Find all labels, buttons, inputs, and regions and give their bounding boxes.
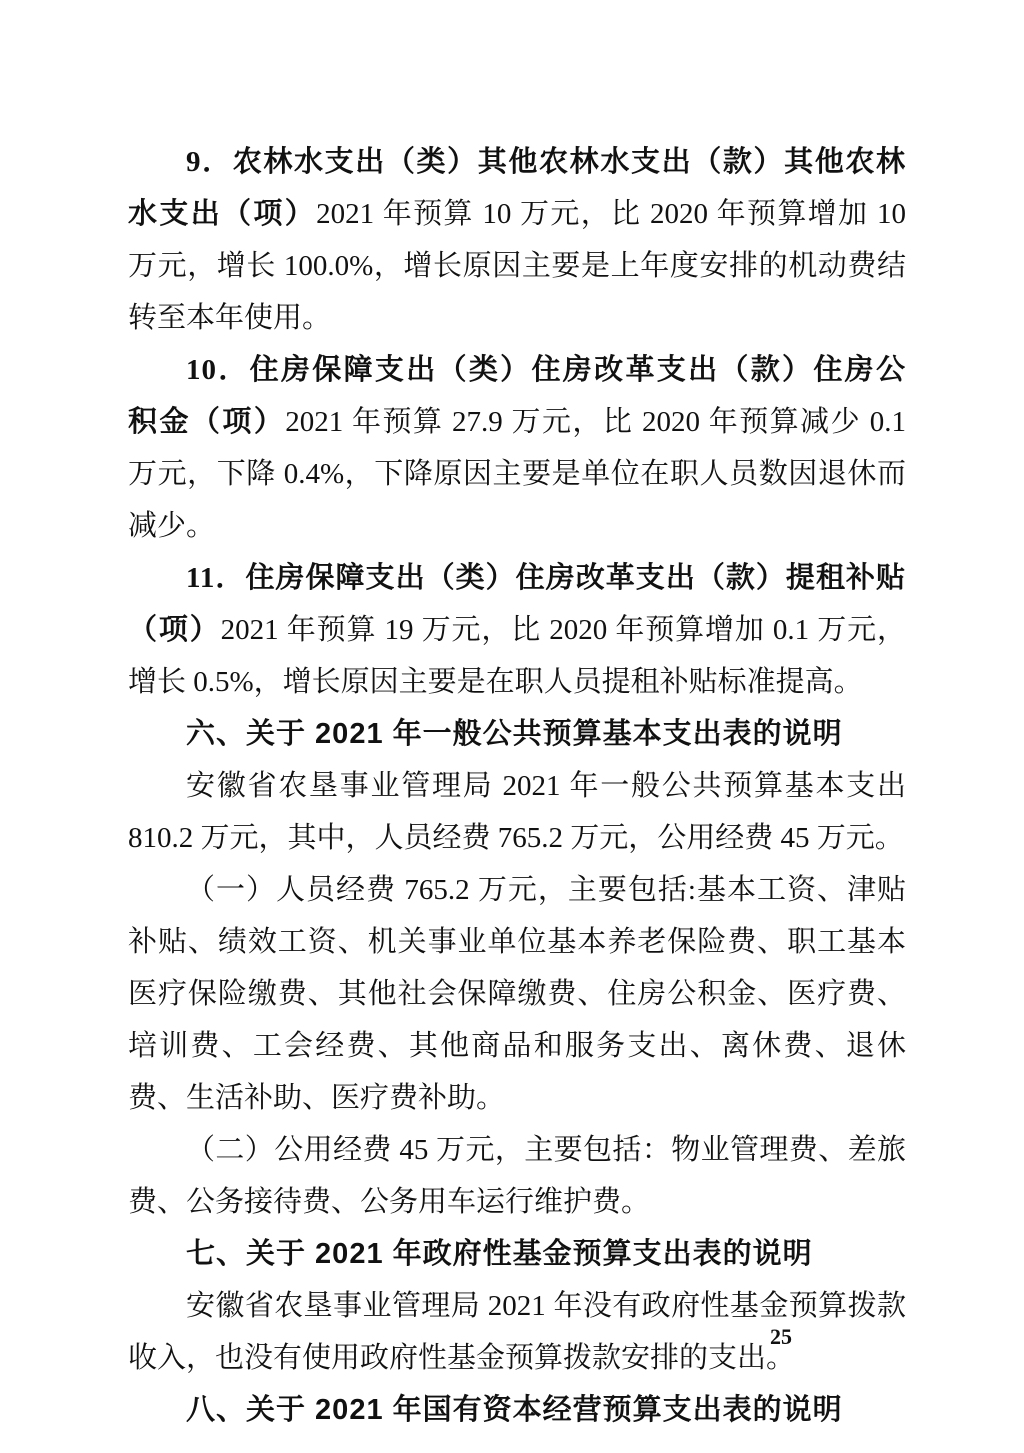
item-heading-text: 9．农林水支出（类）其他农林水支出（款）其他农林水支出（项） (128, 146, 906, 230)
paragraph-text: 2021 年预算 27.9 万元，比 2020 年预算减少 0.1 万元，下降 0.4%，下降原因主要是单位在职人员数因退休而减少。 (128, 406, 906, 542)
section-heading (128, 1228, 906, 1280)
section-heading-text: 六、关于 2021 年一般公共预算基本支出表的说明 (186, 718, 843, 750)
page-number: 25 (770, 1324, 792, 1349)
section-heading (128, 1384, 906, 1436)
item-heading-text: 11．住房保障支出（类）住房改革支出（款）提租补贴（项） (128, 562, 906, 646)
section-heading-text: 八、关于 2021 年国有资本经营预算支出表的说明 (186, 1394, 843, 1426)
paragraph-text: （二）公用经费 45 万元，主要包括：物业管理费、差旅费、公务接待费、公务用车运行维护费。 (128, 1134, 906, 1218)
section-heading-text: 七、关于 2021 年政府性基金预算支出表的说明 (186, 1238, 813, 1270)
paragraph-text: 安徽省农垦事业管理局 2021 年没有政府性基金预算拨款收入，也没有使用政府性基金预算拨款安排的支出。 (128, 1290, 906, 1374)
paragraph-text: 2021 年预算 19 万元，比 2020 年预算增加 0.1 万元，增长 0.5%，增长原因主要是在职人员提租补贴标准提高。 (128, 614, 906, 698)
paragraph (128, 136, 906, 344)
item-heading-text: 10．住房保障支出（类）住房改革支出（款）住房公积金（项） (128, 354, 906, 438)
paragraph-text: （一）人员经费 765.2 万元，主要包括:基本工资、津贴补贴、绩效工资、机关事业单位基本养老保险费、职工基本医疗保险缴费、其他社会保障缴费、住房公积金、医疗费、培训费、工会经费、其他商品和服务支出、离休费、退休费、生活补助、医疗费补助。 (128, 874, 906, 1114)
paragraph (128, 760, 906, 864)
paragraph-text: 安徽省农垦事业管理局 2021 年一般公共预算基本支出 810.2 万元，其中，人员经费 765.2 万元，公用经费 45 万元。 (128, 770, 906, 854)
paragraph (128, 344, 906, 552)
paragraph (128, 1124, 906, 1228)
paragraph (128, 864, 906, 1124)
section-heading (128, 708, 906, 760)
paragraph-text: 2021 年预算 10 万元，比 2020 年预算增加 10 万元，增长 100.0%，增长原因主要是上年度安排的机动费结转至本年使用。 (128, 198, 906, 334)
paragraph (128, 552, 906, 708)
document-content (128, 136, 906, 1436)
